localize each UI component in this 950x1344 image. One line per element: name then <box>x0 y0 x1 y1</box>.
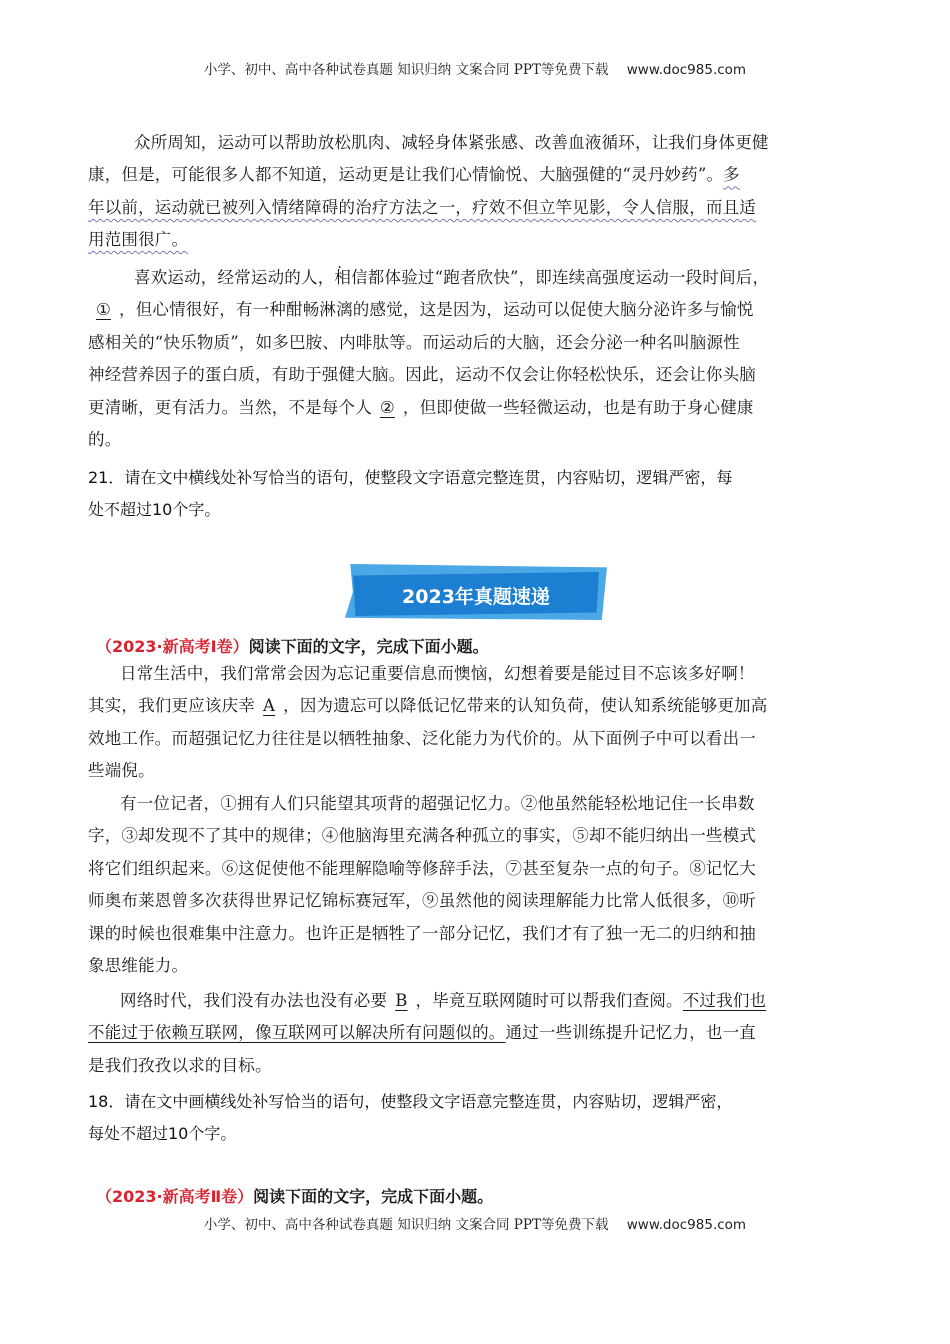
text-line: 课的时候也很难集中注意力。也许正是牺牲了一部分记忆，我们才有了独一无二的归纳和抽 <box>88 923 756 943</box>
section-banner <box>345 560 607 622</box>
text-line <box>88 224 863 256</box>
text-segment: 更清晰，更有活力。当然，不是每个人 <box>88 397 372 417</box>
banner-label: 2023年真题速递 <box>402 586 550 608</box>
source-tag: （2023·新高考Ⅰ卷） <box>96 637 249 656</box>
text-segment: 网络时代，我们没有办法也没有必要 <box>120 991 388 1010</box>
text-line <box>88 262 863 294</box>
text-line: 神经营养因子的蛋白质，有助于强健大脑。因此，运动不仅会让你轻松快乐，还会让你头脑 <box>88 365 756 385</box>
text-segment: 其实，我们更应该庆幸 <box>88 696 255 716</box>
text-segment: ，毕竟互联网随时可以帮我们查阅。 <box>415 991 683 1010</box>
question-line: 21．请在文中横线处补写恰当的语句，使整段文字语意完整连贯，内容贴切，逻辑严密，每 <box>88 468 733 487</box>
passage2-para1 <box>88 658 863 788</box>
question-line: 每处不超过10个字。 <box>88 1124 237 1143</box>
blank-1[interactable]: ① <box>96 300 111 320</box>
text-segment: 通过一些训练提升记忆力，也一直 <box>505 1023 756 1043</box>
text-line <box>88 294 863 326</box>
footer-text: 小学、初中、高中各种试卷真题 知识归纳 文案合同 PPT等免费下载 <box>203 1217 609 1233</box>
text-segment: 信都体验过“跑者欣快”，即连续高强度运动一段时间后， <box>351 268 770 287</box>
text-line: 师奥布莱恩曾多次获得世界记忆锦标赛冠军，⑨虽然他的阅读理解能力比常人低很多，⑩听 <box>88 891 756 911</box>
text-line <box>88 159 863 191</box>
footer-url[interactable]: www.doc985.com <box>626 1217 747 1233</box>
source-instruction: 阅读下面的文字，完成下面小题。 <box>253 1187 494 1206</box>
text-segment: ，但即使做一些轻微运动，也是有助于身心健康 <box>402 397 754 417</box>
header-text: 小学、初中、高中各种试卷真题 知识归纳 文案合同 PPT等免费下载 <box>203 62 609 78</box>
passage3-source <box>96 1184 493 1207</box>
question-line: 处不超过10个字。 <box>88 500 221 519</box>
page-header <box>0 58 950 78</box>
source-instruction: 阅读下面的文字，完成下面小题。 <box>248 637 489 656</box>
text-line: 将它们组织起来。⑥这促使他不能理解隐喻等修辞手法，⑦甚至复杂一点的句子。⑧记忆大 <box>88 858 756 878</box>
blank-a[interactable]: A <box>263 696 276 716</box>
text-line: 效地工作。而超强记忆力往往是以牺牲抽象、泛化能力为代价的。从下面例子中可以看出一 <box>88 728 756 748</box>
underlined-segment: 不能过于依赖互联网，像互联网可以解决所有问题似的。 <box>88 1023 506 1043</box>
passage2-source <box>96 634 489 657</box>
text-segment: 康，但是，可能很多人都不知道，运动更是让我们心情愉悦、大脑强健的“灵丹妙药”。 <box>88 165 724 185</box>
text-line <box>88 985 863 1017</box>
text-line: 字，③却发现不了其中的规律；④他脑海里充满各种孤立的事实，⑤却不能归纳出一些模式 <box>88 826 756 846</box>
text-line <box>88 1017 863 1049</box>
text-line <box>88 690 863 722</box>
question-18 <box>88 1086 868 1150</box>
question-21 <box>88 462 868 526</box>
passage2-para3 <box>88 985 863 1082</box>
text-line: 些端倪。 <box>88 761 155 781</box>
wavy-segment: 用范围很广。 <box>88 230 189 250</box>
blank-2[interactable]: ② <box>379 397 395 417</box>
text-line: 日常生活中，我们常常会因为忘记重要信息而懊恼，幻想着要是能过目不忘该多好啊！ <box>120 664 755 683</box>
underlined-segment: 不过我们也 <box>682 991 767 1010</box>
emphasis-dot-char: 相 <box>334 268 352 287</box>
text-segment: 喜欢运动，经常运动的人， <box>134 268 335 287</box>
page-footer <box>0 1213 950 1233</box>
header-url[interactable]: www.doc985.com <box>626 62 747 78</box>
wavy-segment: 多 <box>723 165 740 185</box>
text-line: 象思维能力。 <box>88 956 189 976</box>
text-line <box>88 392 863 424</box>
text-segment: ，因为遗忘可以降低记忆带来的认知负荷，使认知系统能够更加高 <box>283 696 768 716</box>
question-line: 18．请在文中画横线处补写恰当的语句，使整段文字语意完整连贯，内容贴切，逻辑严密， <box>88 1092 733 1111</box>
passage1-para1 <box>88 127 863 257</box>
text-line: 感相关的“快乐物质”，如多巴胺、内啡肽等。而运动后的大脑，还会分泌一种名叫脑源性 <box>88 332 740 352</box>
text-line: 是我们孜孜以求的目标。 <box>88 1055 272 1075</box>
text-line: 众所周知，运动可以帮助放松肌肉、减轻身体紧张感、改善血液循环，让我们身体更健 <box>134 133 769 152</box>
passage1-para2 <box>88 262 863 456</box>
passage2-para2 <box>88 788 863 982</box>
wavy-line: 年以前，运动就已被列入情绪障碍的治疗方法之一，疗效不但立竿见影，令人信服，而且适 <box>88 197 756 217</box>
text-line: 有一位记者，①拥有人们只能望其项背的超强记忆力。②他虽然能轻松地记住一长串数 <box>120 794 755 813</box>
text-line: 的。 <box>88 430 122 450</box>
blank-b[interactable]: B <box>395 991 408 1010</box>
text-segment: ，但心情很好，有一种酣畅淋漓的感觉，这是因为，运动可以促使大脑分泌许多与愉悦 <box>119 300 754 320</box>
source-tag: （2023·新高考Ⅱ卷） <box>96 1187 254 1206</box>
